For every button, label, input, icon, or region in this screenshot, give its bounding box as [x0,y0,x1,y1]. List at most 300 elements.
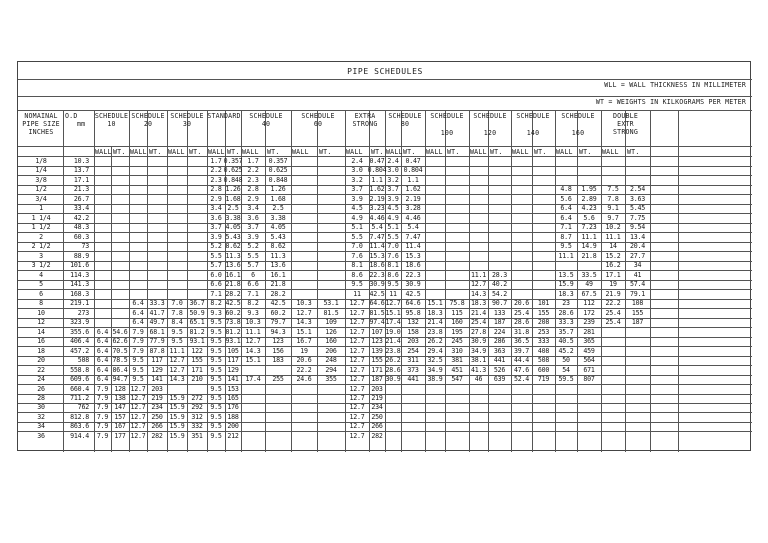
wall-thickness-cell: 7.1 [560,223,572,232]
weight-cell: 95.8 [405,308,421,317]
wall-thickness-cell: 12.7 [130,422,146,431]
wall-thickness-cell: 6.6 [247,280,259,289]
weight-cell: 2.5 [227,204,239,213]
weight-cell: 0.804 [367,166,387,175]
wall-thickness-cell: 28.6 [385,365,401,374]
wall-thickness-cell: 7.9 [96,394,109,402]
wall-thickness-cell: 9.5 [210,431,222,440]
nominal-size-header: PIPE SIZE [22,120,60,128]
weight-cell: 57.4 [629,280,646,289]
nominal-size-cell: 1 1/2 [31,223,51,232]
weight-cell: 33.5 [581,270,597,279]
weight-cell: 807 [583,375,595,384]
page-title: PIPE SCHEDULES [347,67,423,76]
grid-line [18,96,752,97]
weight-cell: 87.8 [149,346,165,355]
weight-cell: 68.1 [149,327,165,336]
wall-thickness-cell: 25.4 [605,308,621,317]
wall-thickness-cell: 34.9 [470,346,487,355]
weight-cell: 451 [451,365,463,374]
schedule-group-header: 10 [107,120,116,128]
grid-line [345,110,346,453]
wall-thickness-cell: 35.7 [558,327,574,336]
weight-cell: 147 [114,403,126,412]
od-cell: 60.3 [73,232,89,241]
wall-thickness-cell: 10.3 [296,299,312,308]
weight-cell: 373 [407,365,419,374]
od-cell: 33.4 [73,204,89,213]
wall-thickness-cell: 2.3 [210,175,222,184]
weight-subheader: WT. [627,147,640,156]
schedule-group-header: STANDARD [207,112,241,120]
weight-cell: 11.4 [369,242,385,251]
weight-cell: 183 [272,356,284,365]
wall-thickness-cell: 3.4 [210,204,222,213]
weight-cell: 75.8 [449,299,465,308]
wall-thickness-cell: 12.7 [349,394,365,402]
wall-thickness-cell: 12.7 [130,403,146,412]
nominal-size-header: NOMAINAL [24,112,58,120]
weight-cell: 266 [371,422,383,431]
wall-thickness-cell: 14 [609,242,617,251]
grid-line [18,422,752,423]
weight-cell: 42.5 [405,289,421,298]
od-cell: 10.3 [73,157,89,165]
weight-cell: 172 [583,308,595,317]
wall-thickness-cell: 44.4 [513,356,530,365]
weight-cell: 441 [407,375,419,384]
weight-cell: 286 [493,337,506,346]
grid-line [555,110,556,453]
od-cell: 26.7 [73,194,89,203]
grid-line [18,384,752,385]
weight-cell: 3.63 [629,194,646,203]
wall-thickness-cell: 5.5 [247,251,259,260]
weight-cell: 2.54 [629,185,646,194]
weight-cell: 77.9 [149,337,165,346]
wall-thickness-cell: 6 [251,270,255,279]
grid-line [18,403,752,404]
schedule-group-header: SCHEDULE [516,112,550,120]
wall-thickness-cell: 9.5 [210,356,222,365]
wall-thickness-cell: 6.4 [132,299,144,308]
weight-cell: 81.2 [225,327,241,336]
wall-thickness-cell: 3.2 [351,175,363,184]
weight-cell: 526 [493,365,506,374]
grid-line [511,110,512,453]
weight-cell: 30.9 [369,280,385,289]
wall-thickness-cell: 1.7 [210,157,222,165]
wall-thickness-cell: 20.6 [513,299,530,308]
wall-thickness-cell: 6.4 [132,308,144,317]
weight-cell: 139 [371,346,383,355]
wall-thickness-cell: 8.7 [560,232,572,241]
weight-cell: 187 [631,318,644,327]
schedule-group-header: SCHEDULE [301,112,335,120]
wall-thickness-cell: 38.9 [427,375,443,384]
weight-cell: 0.357 [223,157,243,165]
wall-thickness-cell: 47.6 [513,365,530,374]
wall-thickness-cell: 5.7 [247,261,259,270]
weight-cell: 441 [493,356,506,365]
wall-thickness-cell: 9.7 [607,213,619,222]
wall-thickness-cell: 9.5 [171,337,183,346]
weight-cell: 160 [451,318,463,327]
wall-thickness-cell: 12.7 [349,327,365,336]
schedule-group-header: SCHEDULE [131,112,165,120]
wall-subheader: WALL [95,147,112,156]
od-cell: 406.4 [70,337,89,346]
wall-thickness-cell: 2.9 [210,194,222,203]
nominal-size-cell: 26 [37,384,45,393]
nominal-size-cell: 10 [37,308,45,317]
wall-thickness-cell: 7.9 [132,327,144,336]
weight-cell: 266 [151,422,163,431]
weight-cell: 255 [272,375,284,384]
wall-thickness-cell: 30.9 [470,337,487,346]
od-cell: 711.2 [70,394,89,402]
wall-subheader: WALL [386,147,403,156]
weight-cell: 4.46 [405,213,421,222]
wall-thickness-cell: 15.2 [605,251,621,260]
od-cell: 457.2 [70,346,89,355]
wall-subheader: WALL [208,147,225,156]
nominal-size-header: INCHES [28,128,54,136]
wall-thickness-cell: 7.5 [607,185,619,194]
wall-thickness-cell: 11 [353,289,361,298]
wall-thickness-cell: 11.1 [245,327,261,336]
weight-cell: 333 [537,337,550,346]
wall-thickness-cell: 5.1 [387,223,399,232]
weight-cell: 171 [371,365,383,374]
schedule-group-header: SCHEDULE [249,112,283,120]
wall-thickness-cell: 19 [609,280,617,289]
wall-thickness-cell: 3.9 [210,232,222,241]
weight-cell: 0.848 [268,175,288,184]
weight-cell: 11.4 [405,242,421,251]
wall-thickness-cell: 54 [562,365,570,374]
wall-thickness-cell: 13.5 [558,270,574,279]
wall-thickness-cell: 9.5 [210,394,222,402]
wall-thickness-cell: 12.7 [130,384,146,393]
grid-line [291,110,292,453]
wall-thickness-cell: 12.7 [130,412,146,421]
wall-thickness-cell: 23.8 [427,327,443,336]
wall-thickness-cell: 30.9 [385,375,401,384]
weight-subheader: WT. [227,147,240,156]
weight-cell: 355 [325,375,337,384]
wall-thickness-cell: 2.2 [210,166,222,175]
weight-cell: 22.3 [369,270,385,279]
pipe-schedule-sheet [17,61,751,451]
wall-thickness-cell: 14.3 [245,346,261,355]
wall-thickness-cell: 3.0 [351,166,363,175]
wall-subheader: WALL [168,147,185,156]
od-cell: 914.4 [70,431,89,440]
weight-cell: 250 [371,412,383,421]
nominal-size-cell: 14 [37,327,45,336]
weight-cell: 1.1 [371,175,383,184]
wall-thickness-cell: 5.7 [210,261,222,270]
wall-thickness-cell: 11.1 [605,232,621,241]
grid-line [167,110,168,453]
weight-cell: 294 [325,365,337,374]
weight-cell: 33.3 [149,299,165,308]
weight-cell: 1.68 [225,194,241,203]
wall-thickness-cell: 12.7 [349,384,365,393]
weight-cell: 171 [191,365,203,374]
weight-cell: 34 [633,261,642,270]
weight-cell: 219 [151,394,163,402]
weight-cell: 14.9 [581,242,597,251]
weight-cell: 123 [272,337,284,346]
wall-thickness-cell: 9.5 [132,365,144,374]
od-cell: 558.8 [70,365,89,374]
wall-thickness-cell: 2.3 [247,175,259,184]
weight-cell: 141 [151,375,163,384]
weight-cell: 3.28 [405,204,421,213]
wall-thickness-cell: 12.7 [130,394,146,402]
wall-thickness-cell: 11.1 [470,270,487,279]
wall-thickness-cell: 9.5 [210,327,222,336]
wall-thickness-cell: 2.8 [247,185,259,194]
nominal-size-cell: 36 [37,431,45,440]
wall-thickness-cell: 14.3 [470,289,487,298]
weight-cell: 0.625 [223,166,243,175]
wall-thickness-cell: 11.1 [169,346,185,355]
weight-cell: 639 [493,375,506,384]
weight-cell: 1.26 [225,185,241,194]
wall-thickness-cell: 6.4 [96,375,109,384]
od-cell: 863.6 [70,422,89,431]
wall-thickness-cell: 11 [389,289,397,298]
wall-thickness-cell: 12.7 [349,299,365,308]
wall-subheader: WALL [292,147,309,156]
wall-subheader: WALL [346,147,363,156]
weight-unit-note: WT = WEIGHTS IN KILKOGRAMS PER METER [595,98,746,106]
od-cell: 609.6 [70,375,89,384]
wall-thickness-cell: 12.7 [470,280,487,289]
weight-cell: 79.1 [629,289,646,298]
weight-cell: 49.7 [149,318,165,327]
weight-cell: 2.5 [272,204,284,213]
schedule-group-header: 30 [182,120,192,128]
wall-thickness-cell: 12.7 [296,308,312,317]
wall-thickness-cell: 6.0 [210,270,222,279]
wall-thickness-cell: 3.4 [247,204,259,213]
wall-thickness-cell: 3.7 [351,185,363,194]
weight-cell: 3.23 [369,204,385,213]
wall-thickness-cell: 15.9 [169,422,185,431]
weight-cell: 363 [493,346,506,355]
weight-cell: 94.7 [112,375,128,384]
wall-thickness-cell: 15.9 [169,412,185,421]
grid-line [385,110,386,453]
wall-thickness-cell: 27.8 [470,327,487,336]
od-cell: 13.7 [73,166,89,175]
wall-thickness-cell: 34.9 [427,365,443,374]
grid-line [207,110,208,453]
weight-cell: 351 [191,431,203,440]
wall-thickness-cell: 15.9 [169,403,185,412]
wall-thickness-cell: 25.4 [513,308,530,317]
weight-subheader: WT. [189,147,202,156]
grid-line [18,270,752,271]
wall-thickness-cell: 31.8 [513,327,530,336]
weight-cell: 5.4 [371,223,383,232]
weight-cell: 254 [407,346,419,355]
nominal-size-cell: 34 [37,422,45,431]
weight-cell: 0.848 [223,175,243,184]
wall-thickness-cell: 12.7 [349,403,365,412]
od-cell: 48.3 [73,223,89,232]
weight-subheader: WT. [371,147,384,156]
grid-line [650,110,651,453]
wall-thickness-cell: 18.3 [427,308,443,317]
weight-cell: 0.357 [268,157,288,165]
weight-subheader: WT. [579,147,592,156]
weight-cell: 156 [272,346,284,355]
wall-thickness-cell: 15.9 [169,394,185,402]
weight-cell: 7.47 [369,232,385,241]
wall-thickness-cell: 7.0 [387,242,399,251]
wall-thickness-cell: 12.7 [385,299,401,308]
wall-thickness-cell: 9.5 [210,422,222,431]
wall-thickness-cell: 4.5 [387,204,399,213]
od-cell: 21.3 [73,185,89,194]
weight-cell: 15.3 [369,251,385,260]
wall-thickness-cell: 9.5 [171,327,183,336]
wall-thickness-cell: 5.2 [210,242,222,251]
weight-cell: 281 [583,327,595,336]
weight-cell: 93.1 [225,337,241,346]
wall-thickness-cell: 7.9 [132,346,144,355]
wall-thickness-cell: 6.4 [560,204,572,213]
weight-cell: 73.8 [225,318,241,327]
wall-thickness-cell: 6.6 [210,280,222,289]
weight-cell: 408 [537,346,550,355]
wall-thickness-cell: 12.7 [349,375,365,384]
weight-cell: 253 [537,327,550,336]
nominal-size-cell: 20 [37,356,45,365]
weight-cell: 15.3 [405,251,421,260]
weight-cell: 50.9 [189,308,205,317]
od-cell: 168.3 [70,289,89,298]
nominal-size-cell: 18 [37,346,45,355]
weight-cell: 187 [371,375,383,384]
grid-line [18,175,752,176]
weight-cell: 224 [493,327,506,336]
weight-cell: 129 [227,365,239,374]
wall-thickness-cell: 18.3 [470,299,487,308]
wall-thickness-cell: 6.4 [96,365,109,374]
wall-thickness-cell: 15.9 [169,431,185,440]
weight-cell: 1.62 [405,185,421,194]
wall-thickness-cell: 16.2 [605,261,621,270]
weight-cell: 248 [325,356,337,365]
schedule-group-header: 160 [571,129,585,137]
weight-cell: 7.75 [629,213,646,222]
weight-cell: 4.05 [225,223,241,232]
od-cell: 812.8 [70,412,89,421]
grid-line [94,110,95,453]
nominal-size-cell: 2 [39,232,43,241]
wall-thickness-note: WLL = WALL THICKNESS IN MILLIMETER [604,81,746,89]
weight-cell: 187 [493,318,506,327]
schedule-group-header: 100 [440,129,454,137]
nominal-size-cell: 28 [37,394,45,402]
wall-thickness-cell: 33.3 [558,318,574,327]
weight-cell: 219 [371,394,383,402]
schedule-group-header: 80 [400,120,410,128]
weight-cell: 2.19 [405,194,421,203]
weight-cell: 123 [371,337,383,346]
wall-thickness-cell: 12.7 [349,318,365,327]
weight-cell: 36.7 [189,299,205,308]
wall-thickness-cell: 28.6 [513,318,530,327]
weight-cell: 1.95 [581,185,597,194]
wall-thickness-cell: 12.7 [349,365,365,374]
wall-thickness-cell: 14.3 [169,375,185,384]
od-cell: 762 [77,403,89,412]
wall-thickness-cell: 8.1 [387,261,399,270]
weight-cell: 4.05 [270,223,286,232]
weight-cell: 1.68 [270,194,286,203]
schedule-group-header: SCHEDULE [94,112,129,120]
nominal-size-cell: 30 [37,403,45,412]
nominal-size-cell: 1/8 [35,157,47,165]
wall-thickness-cell: 3.7 [210,223,222,232]
weight-subheader: WT. [447,147,460,156]
weight-cell: 155 [191,356,203,365]
wall-thickness-cell: 28.6 [558,308,574,317]
weight-cell: 311 [407,356,419,365]
wall-thickness-cell: 3.7 [387,185,399,194]
weight-cell: 81.5 [369,308,385,317]
wall-thickness-cell: 2.4 [387,157,399,165]
weight-cell: 133 [493,308,506,317]
od-cell: 141.3 [70,280,89,289]
wall-thickness-cell: 3.7 [247,223,259,232]
wall-subheader: WALL [470,147,487,156]
wall-thickness-cell: 12.7 [349,308,365,317]
weight-cell: 21.8 [581,251,597,260]
wall-thickness-cell: 12.7 [349,356,365,365]
nominal-size-cell: 12 [37,318,45,327]
od-cell: 323.9 [70,318,89,327]
wall-thickness-cell: 12.7 [169,365,185,374]
weight-cell: 0.47 [405,157,421,165]
od-cell: 73 [81,242,89,251]
weight-cell: 42.5 [369,289,385,298]
weight-cell: 11.1 [581,232,597,241]
weight-cell: 0.804 [403,166,423,175]
weight-cell: 107 [371,327,383,336]
weight-cell: 11.3 [270,251,286,260]
wall-thickness-cell: 3.0 [387,166,399,175]
wall-thickness-cell: 2.8 [210,185,222,194]
grid-line [63,110,64,453]
weight-cell: 239 [583,318,595,327]
weight-subheader: WT. [267,147,280,156]
wall-thickness-cell: 7.9 [96,422,109,431]
weight-cell: 42.5 [225,299,241,308]
nominal-size-cell: 3 [39,251,43,260]
weight-cell: 27.7 [629,251,646,260]
grid-line [425,110,426,453]
od-header: O.D [65,112,78,120]
nominal-size-cell: 1/4 [35,166,47,175]
